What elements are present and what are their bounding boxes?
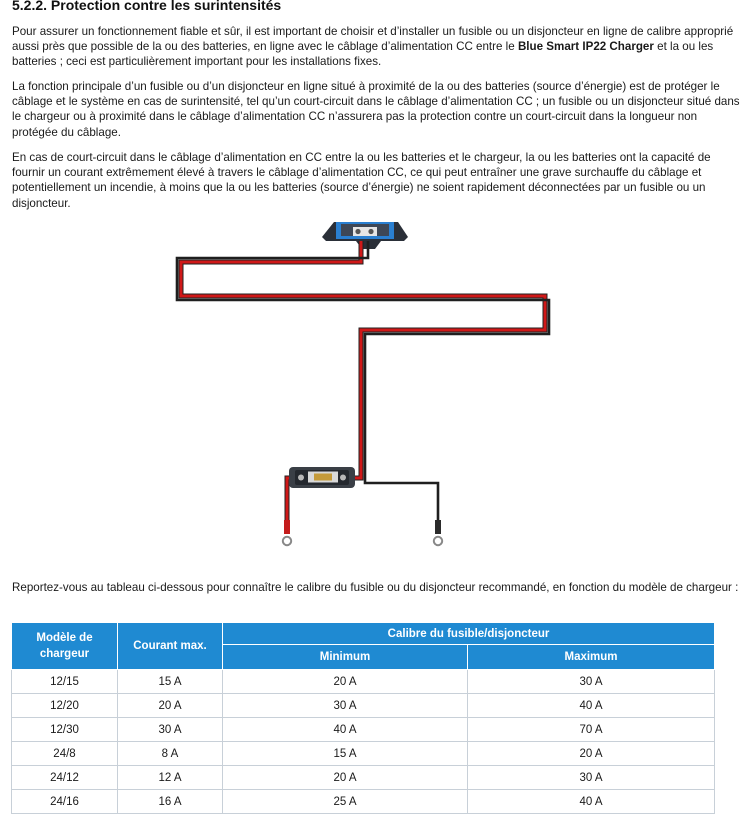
table-row [12, 742, 715, 766]
cell-maximum: 20 A [468, 742, 715, 766]
paragraph-short-circuit: En cas de court-circuit dans le câblage d’alimentation en CC entre la ou les batteries et le chargeur, la ou les batteries ont la capacité de fournir un courant extrêmement élevé à travers le câblage d’alimentation CC, ce qui peut entraîner une grave surchauffe du câblage et potentiellement un incendie, à moins que la ou les batteries (source d’énergie) ne soient rapidement déconnectées par un fusible ou un disjoncteur. [12, 151, 711, 210]
cell-minimum: 30 A [223, 694, 468, 718]
cell-model: 12/15 [12, 670, 118, 694]
section-title: 5.2.2. Protection contre les surintensités [12, 0, 282, 13]
ring-terminal-icon [283, 520, 291, 545]
positive-wire [181, 241, 545, 525]
product-name: Blue Smart IP22 Charger [517, 40, 654, 54]
cell-minimum: 20 A [223, 670, 468, 694]
paragraph-function: La fonction principale d’un fusible ou d’un disjoncteur en ligne situé à proximité de la ou des batteries (source d’énergie) est de protéger le câblage et le système en cas de surintensité, tel qu’un court-circuit dans le câblage d’alimentation CC ; un fusible ou un disjoncteur situé dans le chargeur ou à proximité dans le câblage d’alimentation CC n’assurera pas la protection contre un court-circuit dans la longueur non protégée du câblage. [12, 80, 740, 139]
cell-model: 12/20 [12, 694, 118, 718]
charger-icon [322, 222, 408, 249]
cell-minimum: 40 A [223, 718, 468, 742]
wiring-diagram [0, 205, 748, 565]
cell-model: 24/8 [12, 742, 118, 766]
cell-current: 8 A [118, 742, 223, 766]
header-maximum: Maximum [468, 645, 715, 670]
cell-model: 12/30 [12, 718, 118, 742]
cell-model: 24/12 [12, 766, 118, 790]
cell-maximum: 40 A [468, 694, 715, 718]
header-rating: Calibre du fusible/disjoncteur [223, 623, 715, 645]
paragraph-table-intro: Reportez-vous au tableau ci-dessous pour connaître le calibre du fusible ou du disjoncteur recommandé, en fonction du modèle de chargeur : [12, 581, 739, 594]
cell-current: 30 A [118, 718, 223, 742]
header-current: Courant max. [118, 623, 223, 670]
cell-current: 16 A [118, 790, 223, 814]
table-row [12, 766, 715, 790]
cell-model: 24/16 [12, 790, 118, 814]
paragraph-intro-start: Pour assurer un fonctionnement fiable et sûr, il est important de choisir et d’installer un fusible ou un disjoncteur en ligne de calibre approprié aussi près que possible de la ou des batteries, en ligne avec le câblage d’alimentation CC entre le [12, 25, 734, 54]
header-minimum: Minimum [223, 645, 468, 670]
cell-maximum: 40 A [468, 790, 715, 814]
table-row [12, 790, 715, 814]
table-row [12, 718, 715, 742]
ring-terminal-icon [434, 520, 442, 545]
cell-minimum: 25 A [223, 790, 468, 814]
cell-maximum: 30 A [468, 766, 715, 790]
fuse-holder-icon [289, 467, 355, 488]
cell-current: 20 A [118, 694, 223, 718]
paragraph-intro-end: et la ou les batteries ; ceci est particulièrement important pour les installations fixes. [12, 40, 714, 69]
table-row [12, 694, 715, 718]
cell-minimum: 20 A [223, 766, 468, 790]
cell-minimum: 15 A [223, 742, 468, 766]
cell-current: 12 A [118, 766, 223, 790]
cell-current: 15 A [118, 670, 223, 694]
cell-maximum: 70 A [468, 718, 715, 742]
paragraph-intro [12, 24, 742, 70]
fuse-rating-table [11, 622, 715, 814]
header-model: Modèle de chargeur [12, 623, 118, 670]
table-row [12, 670, 715, 694]
cell-maximum: 30 A [468, 670, 715, 694]
